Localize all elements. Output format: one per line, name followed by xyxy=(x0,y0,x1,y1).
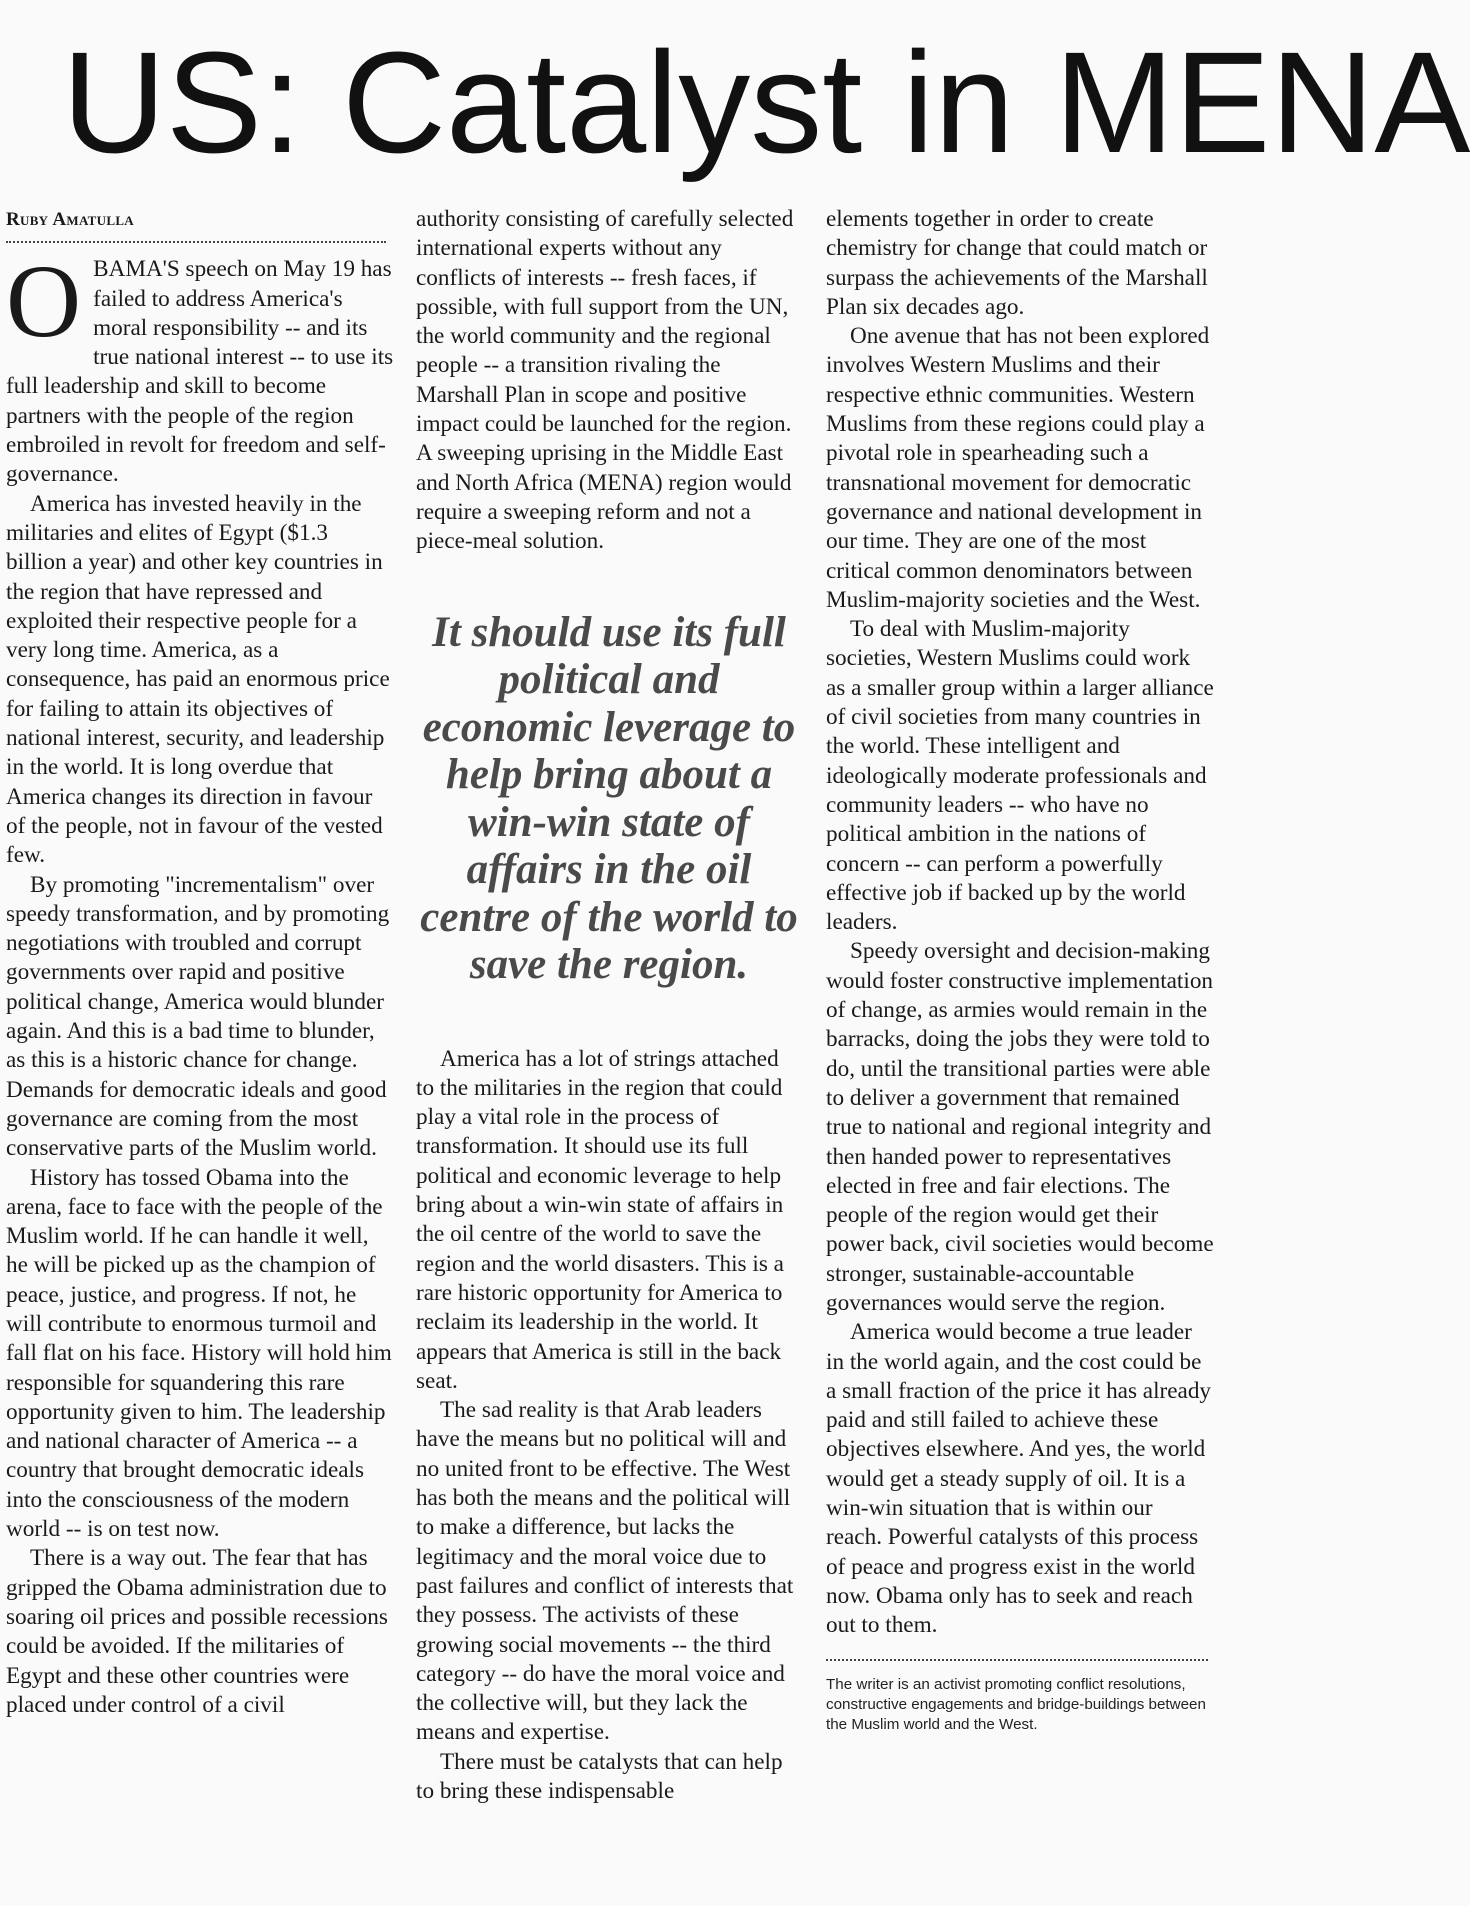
headline: US: Catalyst in MENA xyxy=(62,22,1470,183)
lead-paragraph-text: BAMA'S speech on May 19 has failed to address America's moral responsibility -- and its true national interest -- to use its full leadership and skill to become partners with the people of the region embroiled in revolt for freedom and self-governance. xyxy=(6,256,394,488)
byline: Ruby Amatulla xyxy=(6,205,386,243)
paragraph: America has invested heavily in the militaries and elites of Egypt ($1.3 billion a year) and other key countries in the region that have repressed and exploited their respective people for a very long time. America, as a consequence, has paid an enormous price for failing to attain its objectives of national interest, security, and leadership in the world. It is long overdue that America changes its direction in favour of the people, not in favour of the vested few. xyxy=(6,490,390,869)
footnote-divider xyxy=(826,1659,1208,1661)
paragraph: authority consisting of carefully selected international experts without any conflicts of interests -- fresh faces, if possible, with full support from the UN, the world community and the regional people -- a transition rivaling the Marshall Plan in scope and positive impact could be launched for the region. A sweeping uprising in the Middle East and North Africa (MENA) region would require a sweeping reform and not a piece-meal solution. xyxy=(416,206,794,555)
article-column-2 xyxy=(416,205,802,1806)
paragraph: One avenue that has not been explored involves Western Muslims and their respective ethnic communities. Western Muslims from these regions could play a pivotal role in spearheading such a transnational movement for democratic governance and national development in our time. They are one of the most critical common denominators between Muslim-majority societies and the West. xyxy=(826,323,1210,613)
drop-cap: O xyxy=(6,244,82,360)
paragraph: History has tossed Obama into the arena, face to face with the people of the Muslim world. If he can handle it well, he will be picked up as the champion of peace, justice, and progress. If not, he will contribute to enormous turmoil and fall flat on his face. History will hold him responsible for squandering this rare opportunity given to him. The leadership and national character of America -- a country that brought democratic ideals into the consciousness of the modern world -- is on test now. xyxy=(6,1164,392,1543)
paragraph: There is a way out. The fear that has gripped the Obama administration due to soaring oil prices and possible recessions could be avoided. If the militaries of Egypt and these other countries were placed under control of a civil xyxy=(6,1545,388,1718)
paragraph: Speedy oversight and decision-making would foster constructive implementation of change, as armies would remain in the barracks, doing the jobs they were told to do, until the transitional parties were able to deliver a government that remained true to national and regional integrity and then handed power to representatives elected in free and fair elections. The people of the region would get their power back, civil societies would become stronger, sustainable-accountable governances would serve the region. xyxy=(826,938,1214,1316)
paragraph: America has a lot of strings attached to the militaries in the region that could play a vital role in the process of transformation. It should use its full political and economic leverage to help bring about a win-win state of affairs in the oil centre of the world to save the region and the world disasters. This is a rare historic opportunity for America to reclaim its leadership in the world. It appears that America is still in the back seat. xyxy=(416,1045,784,1394)
paragraph: There must be catalysts that can help to bring these indispensable xyxy=(416,1748,783,1804)
paragraph: elements together in order to create chemistry for change that could match or surpass the achievements of the Marshall Plan six decades ago. xyxy=(826,206,1208,320)
paragraph: America would become a true leader in the world again, and the cost could be a small fraction of the price it has already paid and still failed to achieve these objectives elsewhere. And yes, the world would get a steady supply of oil. It is a win-win situation that is within our reach. Powerful catalysts of this process of peace and progress exist in the world now. Obama only has to seek and reach out to them. xyxy=(826,1319,1212,1639)
paragraph: By promoting "incrementalism" over speedy transformation, and by promoting negotiations with troubled and corrupt governments over rapid and positive political change, America would blunder again. And this is a bad time to blunder, as this is a historic chance for change. Demands for democratic ideals and good governance are coming from the most conservative parts of the Muslim world. xyxy=(6,871,390,1162)
lead-paragraph xyxy=(6,244,394,489)
author-note: The writer is an activist promoting conflict resolutions, constructive engagements and bridge-buildings between the Muslim world and the West. xyxy=(826,1675,1206,1733)
article-column-3 xyxy=(826,205,1214,1735)
paragraph: To deal with Muslim-majority societies, Western Muslims could work as a smaller group within a larger alliance of civil societies from many countries in the world. These intelligent and ideologically moderate professionals and community leaders -- who have no political ambition in the nations of concern -- can perform a powerfully effective job if backed up by the world leaders. xyxy=(826,616,1214,936)
article-column-1 xyxy=(6,205,394,1720)
pull-quote: It should use its full political and economic leverage to help bring about a win-win state of affairs in the oil centre of the world to save the region. xyxy=(420,608,798,989)
paragraph: The sad reality is that Arab leaders have the means but no political will and no united front to be effective. The West has both the means and the political will to make a difference, but lacks the legitimacy and the moral voice due to past failures and conflict of interests that they possess. The activists of these growing social movements -- the third category -- do have the moral voice and the collective will, but they lack the means and expertise. xyxy=(416,1397,794,1746)
